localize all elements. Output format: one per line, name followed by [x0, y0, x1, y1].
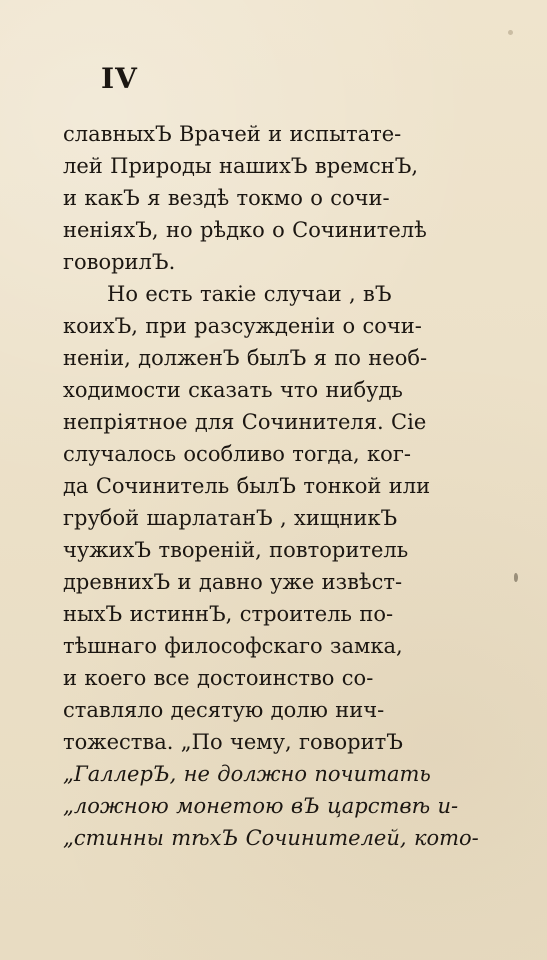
text-line: и какЪ я вездѣ токмо о сочи-	[63, 186, 390, 210]
text-line: неніи, долженЪ былЪ я по необ-	[63, 346, 428, 370]
text-line: „ГаллерЪ, не должно почитать	[63, 762, 431, 786]
text-line: ходимости сказать что нибудь	[63, 378, 403, 402]
text-line: ставляло десятую долю нич-	[63, 698, 385, 722]
text-line: непріятное для Сочинителя. Сіе	[63, 410, 427, 434]
text-line: древнихЪ и давно уже извѣст-	[63, 570, 403, 594]
text-line: „ложною монетою вЪ царствѣ и-	[63, 794, 459, 818]
page-stain	[514, 573, 518, 582]
text-line: ныхЪ истиннЪ, строитель по-	[63, 602, 394, 626]
text-line: говорилЪ.	[63, 250, 176, 274]
text-line: славныхЪ Врачей и испытате-	[63, 122, 402, 146]
text-line: коихЪ, при разсужденіи о сочи-	[63, 314, 422, 338]
page-stain	[508, 30, 513, 35]
text-line: тѣшнаго философскаго замка,	[63, 634, 403, 658]
text-line: тожества. „По чему, говоритЪ	[63, 730, 403, 754]
text-line: грубой шарлатанЪ , хищникЪ	[63, 506, 398, 530]
text-line: да Сочинитель былЪ тонкой или	[63, 474, 431, 498]
page-number: IV	[101, 62, 138, 95]
text-line: „стинны тѣхЪ Сочинителей, кото-	[63, 826, 479, 850]
text-line: Но есть такіе случаи , вЪ	[107, 282, 392, 306]
text-line: и коего все достоинство со-	[63, 666, 374, 690]
text-line: лей Природы нашихЪ времснЪ,	[63, 154, 419, 178]
text-line: неніяхЪ, но рѣдко о Сочинителѣ	[63, 218, 427, 242]
text-line: чужихЪ твореній, повторитель	[63, 538, 409, 562]
body-text	[63, 118, 487, 854]
text-line: случалось особливо тогда, ког-	[63, 442, 411, 466]
